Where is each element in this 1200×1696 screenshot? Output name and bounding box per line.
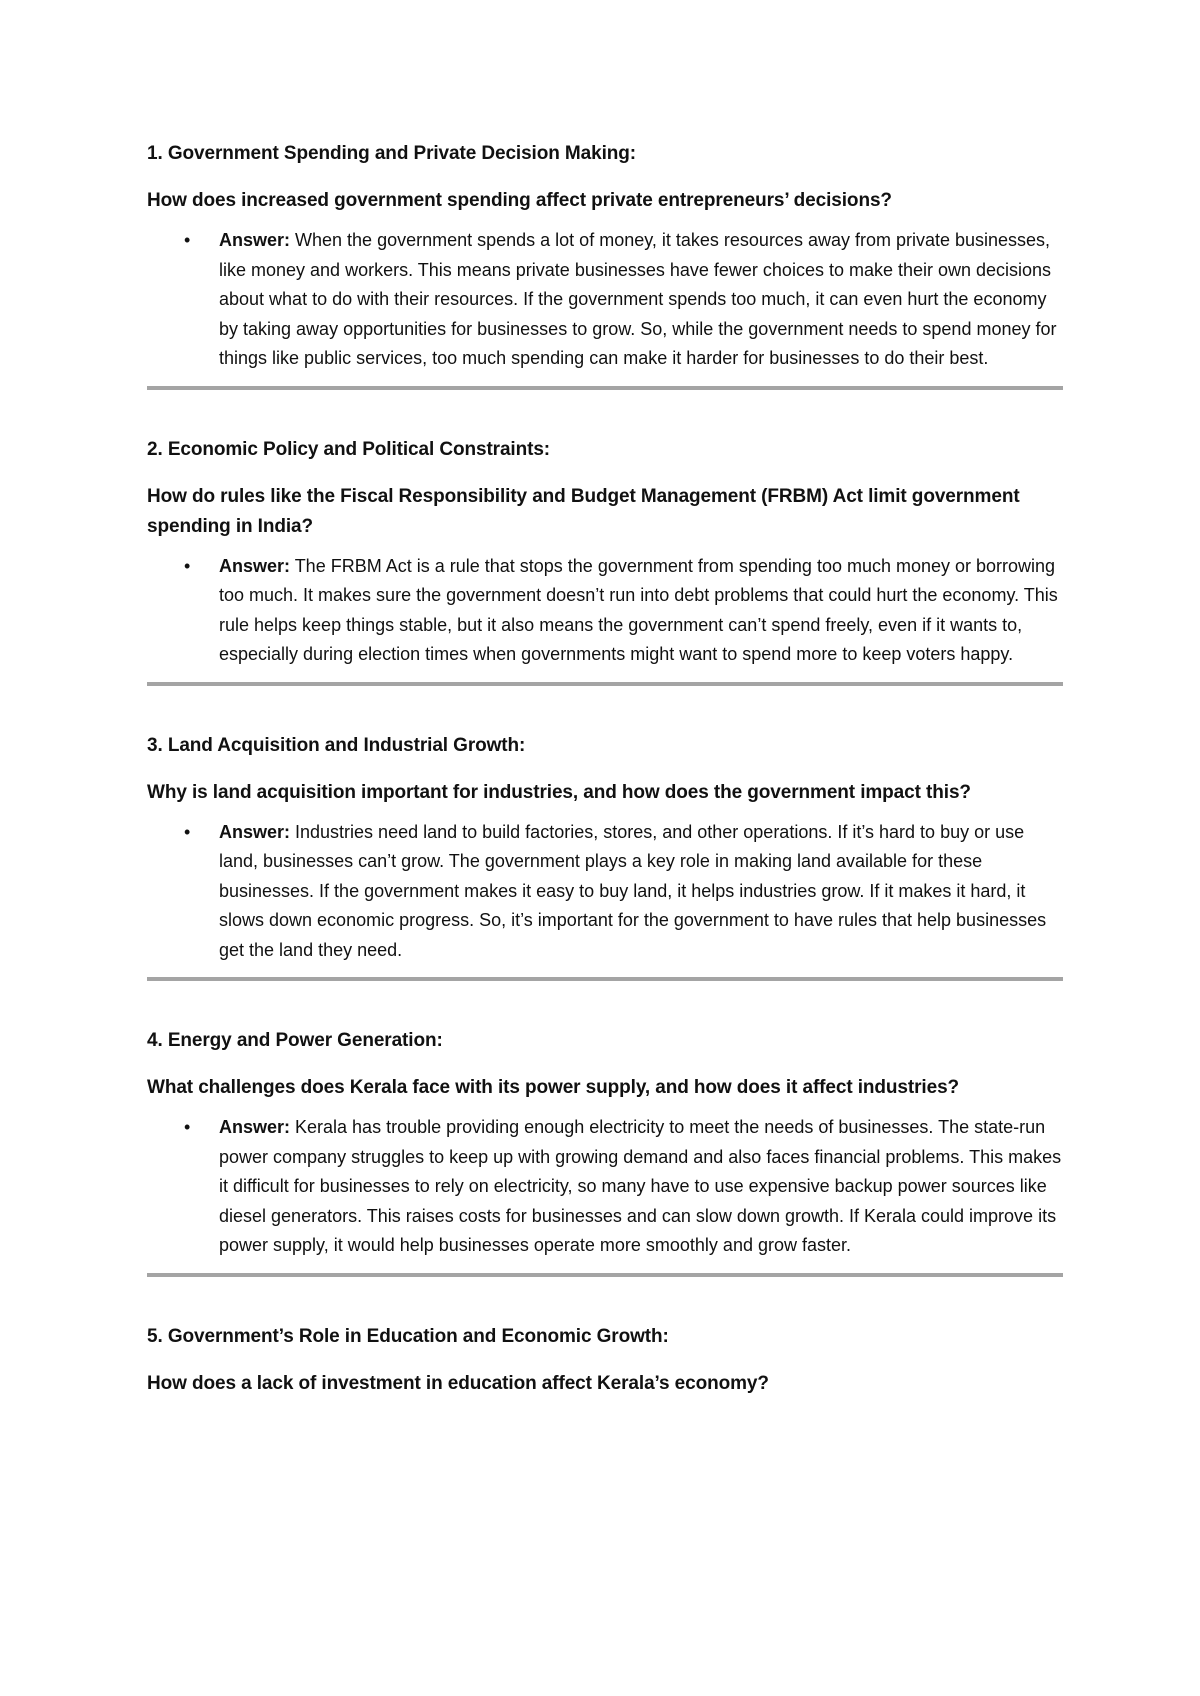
section-title: 4. Energy and Power Generation: (147, 1030, 443, 1051)
section-question: What challenges does Kerala face with its power supply, and how does it affect industries? (147, 1077, 960, 1098)
section-title: 5. Government’s Role in Education and Economic Growth: (147, 1325, 669, 1347)
section-divider (147, 682, 1063, 686)
answer-label: Answer: (219, 230, 291, 250)
answer-text: Kerala has trouble providing enough electricity to meet the needs of businesses. The state-run power company struggles to keep up with growing demand and also faces financial problems. This makes it difficult for businesses to rely on electricity, so many have to use expensive backup power sources like diesel generators. This raises costs for businesses and can slow down growth. If Kerala could improve its power supply, it would help businesses operate more smoothly and grow faster. (219, 1117, 1062, 1255)
answer-item (147, 552, 1063, 670)
answer-label: Answer: (219, 1117, 291, 1137)
answer-text: When the government spends a lot of money, it takes resources away from private businesses, like money and workers. This means private businesses have fewer choices to make their own decisions about what to do with their resources. If the government spends too much, it can even hurt the economy by taking away opportunities for businesses to grow. So, while the government needs to spend money for things like public services, too much spending can make it harder for businesses to do their best. (219, 230, 1057, 368)
answer-text: The FRBM Act is a rule that stops the government from spending too much money or borrowing too much. It makes sure the government doesn’t run into debt problems that could hurt the economy. This rule helps keep things stable, but it also means the government can’t spend freely, even if it wants to, especially during election times when governments might want to spend more to keep voters happy. (219, 555, 1058, 664)
section-5 (147, 1325, 1063, 1399)
bullet-icon: • (184, 1117, 191, 1137)
answer-label: Answer: (219, 555, 291, 576)
section-divider (147, 1273, 1063, 1277)
section-question: How does increased government spending affect private entrepreneurs’ decisions? (147, 190, 892, 211)
section-title: 1. Government Spending and Private Decision Making: (147, 143, 637, 164)
bullet-icon: • (184, 821, 191, 842)
section-question: How do rules like the Fiscal Responsibility and Budget Management (FRBM) Act limit government spending in India? (147, 485, 1020, 537)
bullet-icon: • (184, 555, 191, 576)
section-3 (147, 734, 1063, 982)
section-4 (147, 1029, 1063, 1277)
answer-item (147, 1113, 1063, 1261)
section-title: 3. Land Acquisition and Industrial Growth: (147, 734, 526, 756)
section-divider (147, 977, 1063, 981)
answer-text: Industries need land to build factories, stores, and other operations. If it’s hard to buy or use land, businesses can’t grow. The government plays a key role in making land available for these businesses. If the government makes it easy to buy land, it helps industries grow. If it makes it hard, it slows down economic progress. So, it’s important for the government to have rules that help businesses get the land they need. (219, 821, 1047, 960)
section-question: How does a lack of investment in education affect Kerala’s economy? (147, 1372, 769, 1394)
answer-item (147, 226, 1063, 374)
section-divider (147, 386, 1063, 390)
section-2 (147, 438, 1063, 686)
document-page (147, 142, 1063, 1409)
answer-item (147, 818, 1063, 966)
section-1 (147, 142, 1063, 390)
section-title: 2. Economic Policy and Political Constraints: (147, 438, 551, 460)
bullet-icon: • (184, 230, 191, 250)
section-question: Why is land acquisition important for industries, and how does the government impact this? (147, 781, 971, 803)
answer-label: Answer: (219, 821, 291, 842)
